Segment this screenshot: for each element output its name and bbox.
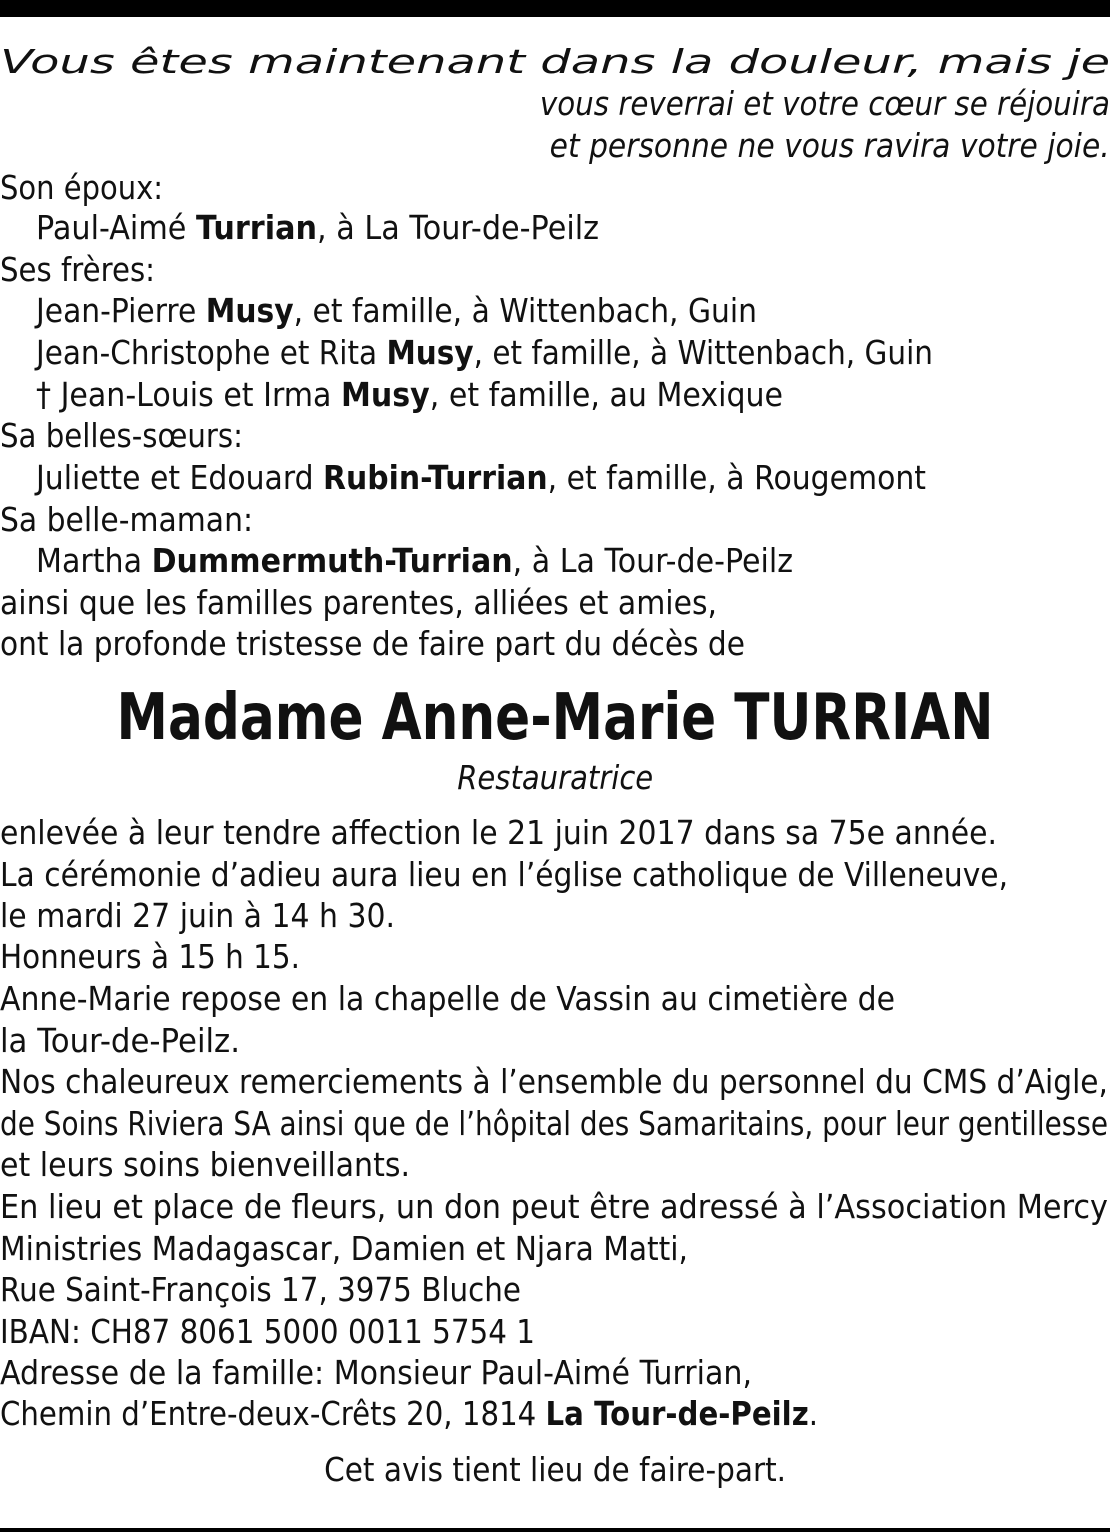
body-line-5: Anne-Marie repose en la chapelle de Vassin au cimetière de — [0, 979, 896, 1018]
body-line-2: La cérémonie d’adieu aura lieu en l’église catholique de Villeneuve, — [0, 855, 1009, 894]
sisters-in-law-heading: Sa belles-sœurs: — [0, 416, 243, 455]
body-line-3: le mardi 27 juin à 14 h 30. — [0, 896, 396, 935]
brother-entry-2: Jean-Christophe et Rita Musy, et famille, à Wittenbach, Guin — [36, 333, 933, 372]
body-line-4: Honneurs à 15 h 15. — [0, 937, 300, 976]
spouse-heading: Son époux: — [0, 168, 164, 207]
spouse-entry: Paul-Aimé Turrian, à La Tour-de-Peilz — [36, 208, 600, 247]
bottom-rule — [0, 1528, 1110, 1532]
deceased-name: Madame Anne-Marie TURRIAN — [116, 681, 994, 755]
body-line-10: En lieu et place de fleurs, un don peut être adressé à l’Association Mercy — [0, 1187, 1109, 1226]
body-line-9: et leurs soins bienveillants. — [0, 1145, 411, 1184]
closing-note: Cet avis tient lieu de faire-part. — [323, 1450, 786, 1489]
body-line-11: Ministries Madagascar, Damien et Njara Matti, — [0, 1229, 689, 1268]
top-rule — [0, 0, 1110, 17]
mother-in-law-entry: Martha Dummermuth-Turrian, à La Tour-de-Peilz — [36, 541, 794, 580]
brother-entry-1: Jean-Pierre Musy, et famille, à Wittenbach, Guin — [36, 291, 757, 330]
body-line-13: IBAN: CH87 8061 5000 0011 5754 1 — [0, 1312, 536, 1351]
body-line-8: de Soins Riviera SA ainsi que de l’hôpital des Samaritains, pour leur gentillesse — [0, 1104, 1109, 1143]
quote-line-2: vous reverrai et votre cœur se réjouira — [539, 84, 1110, 123]
body-line-14: Adresse de la famille: Monsieur Paul-Aimé Turrian, — [0, 1353, 753, 1392]
deceased-profession: Restauratrice — [456, 758, 653, 797]
body-line-1: enlevée à leur tendre affection le 21 juin 2017 dans sa 75e année. — [0, 813, 997, 852]
sister-in-law-entry: Juliette et Edouard Rubin-Turrian, et famille, à Rougemont — [36, 458, 926, 497]
body-line-7: Nos chaleureux remerciements à l’ensemble du personnel du CMS d’Aigle, — [0, 1062, 1108, 1101]
body-line-6: la Tour-de-Peilz. — [0, 1021, 240, 1060]
body-line-12: Rue Saint-François 17, 3975 Bluche — [0, 1270, 522, 1309]
announce-line: ont la profonde tristesse de faire part du décès de — [0, 624, 745, 663]
quote-line-3: et personne ne vous ravira votre joie. — [549, 126, 1110, 165]
relatives-line: ainsi que les familles parentes, alliées et amies, — [0, 583, 718, 622]
mother-in-law-heading: Sa belle-maman: — [0, 500, 253, 539]
brothers-heading: Ses frères: — [0, 250, 155, 289]
quote-line-1: Vous êtes maintenant dans la douleur, mais je — [0, 42, 1110, 81]
family-address-line: Chemin d’Entre-deux-Crêts 20, 1814 La Tour-de-Peilz. — [0, 1394, 819, 1433]
brother-entry-3: † Jean-Louis et Irma Musy, et famille, au Mexique — [36, 375, 784, 414]
